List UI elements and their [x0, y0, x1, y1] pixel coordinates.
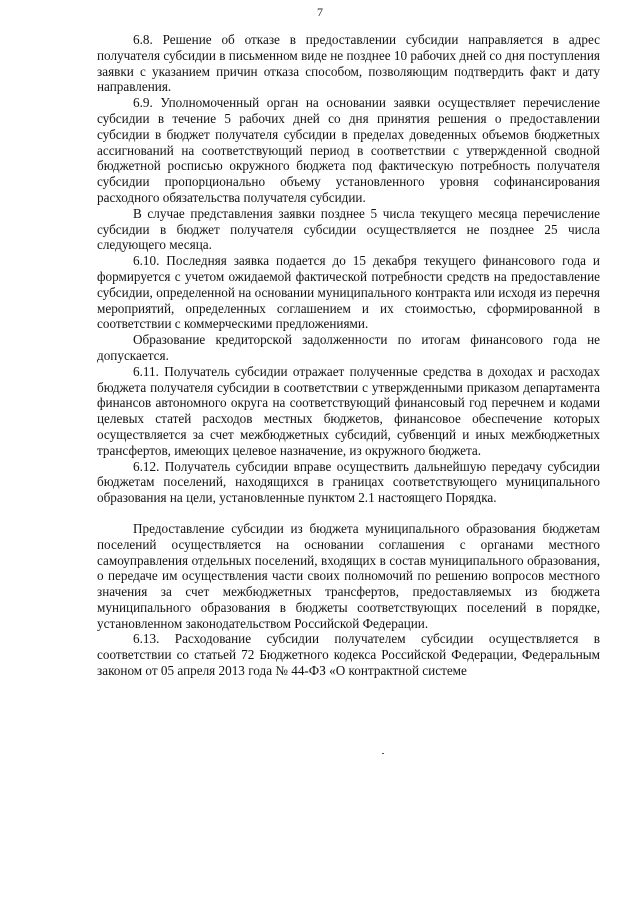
- paragraph-settlement-transfers: Предоставление субсидии из бюджета муниципального образования бюджетам поселений осуществляется на основании соглашения с органами местного самоуправления отдельных поселений, входящих в состав муниципального образования, о передаче им осуществления части своих полномочий по решению вопросов местного значения за счет межбюджетных трансфертов, предоставляемых из бюджета муниципального образования в бюджеты соответствующих поселений в порядке, установленном законодательством Российской Федерации.: [97, 520, 600, 631]
- paragraph-late-request: В случае представления заявки позднее 5 числа текущего месяца перечисление субсидии в бюджет получателя субсидии осуществляется не позднее 25 числа следующего месяца.: [97, 205, 600, 253]
- paragraph-6-11: 6.11. Получатель субсидии отражает полученные средства в доходах и расходах бюджета получателя субсидии в соответствии с утвержденными приказом департамента финансов автономного округа на соответствующий финансовый год перечнем и кодами целевых статей расходов местных бюджетов, финансовое обеспечение которых осуществляется за счет межбюджетных субсидий, субвенций и иных межбюджетных трансфертов, имеющих целевое назначение, из окружного бюджета.: [97, 363, 600, 458]
- paragraph-no-debt: Образование кредиторской задолженности по итогам финансового года не допускается.: [97, 332, 600, 363]
- page-number: 7: [317, 5, 323, 19]
- paragraph-6-10: 6.10. Последняя заявка подается до 15 декабря текущего финансового года и формируется с учетом ожидаемой фактической потребности средств на предоставление субсидии, определенной на основании муниципального контракта или исходя из перечня мероприятий, определенных соглашением и их стоимостью, сформированной в соответствии с коммерческими предложениями.: [97, 253, 600, 332]
- paragraph-6-9: 6.9. Уполномоченный орган на основании заявки осуществляет перечисление субсидии в течение 5 рабочих дней со дня принятия решения о предоставлении субсидии в бюджет получателя субсидии в пределах доведенных объемов бюджетных ассигнований на соответствующий период в соответствии с утвержденной сводной бюджетной росписью окружного бюджета под фактическую потребность получателя субсидии пропорционально объему установленного уровня софинансирования расходного обязательства получателя субсидии.: [97, 95, 600, 205]
- document-body: [97, 32, 600, 679]
- scan-speck: [382, 753, 384, 754]
- paragraph-6-13: 6.13. Расходование субсидии получателем субсидии осуществляется в соответствии со статьей 72 Бюджетного кодекса Российской Федерации, Федеральным законом от 05 апреля 2013 года № 44-ФЗ «О контрактной системе: [97, 631, 600, 679]
- paragraph-6-12: 6.12. Получатель субсидии вправе осуществить дальнейшую передачу субсидии бюджетам поселений, находящихся в границах соответствующего муниципального образования на цели, установленные пунктом 2.1 настоящего Порядка.: [97, 458, 600, 506]
- paragraph-6-8: 6.8. Решение об отказе в предоставлении субсидии направляется в адрес получателя субсидии в письменном виде не позднее 10 рабочих дней со дня поступления заявки с указанием причин отказа способом, позволяющим подтвердить факт и дату направления.: [97, 32, 600, 95]
